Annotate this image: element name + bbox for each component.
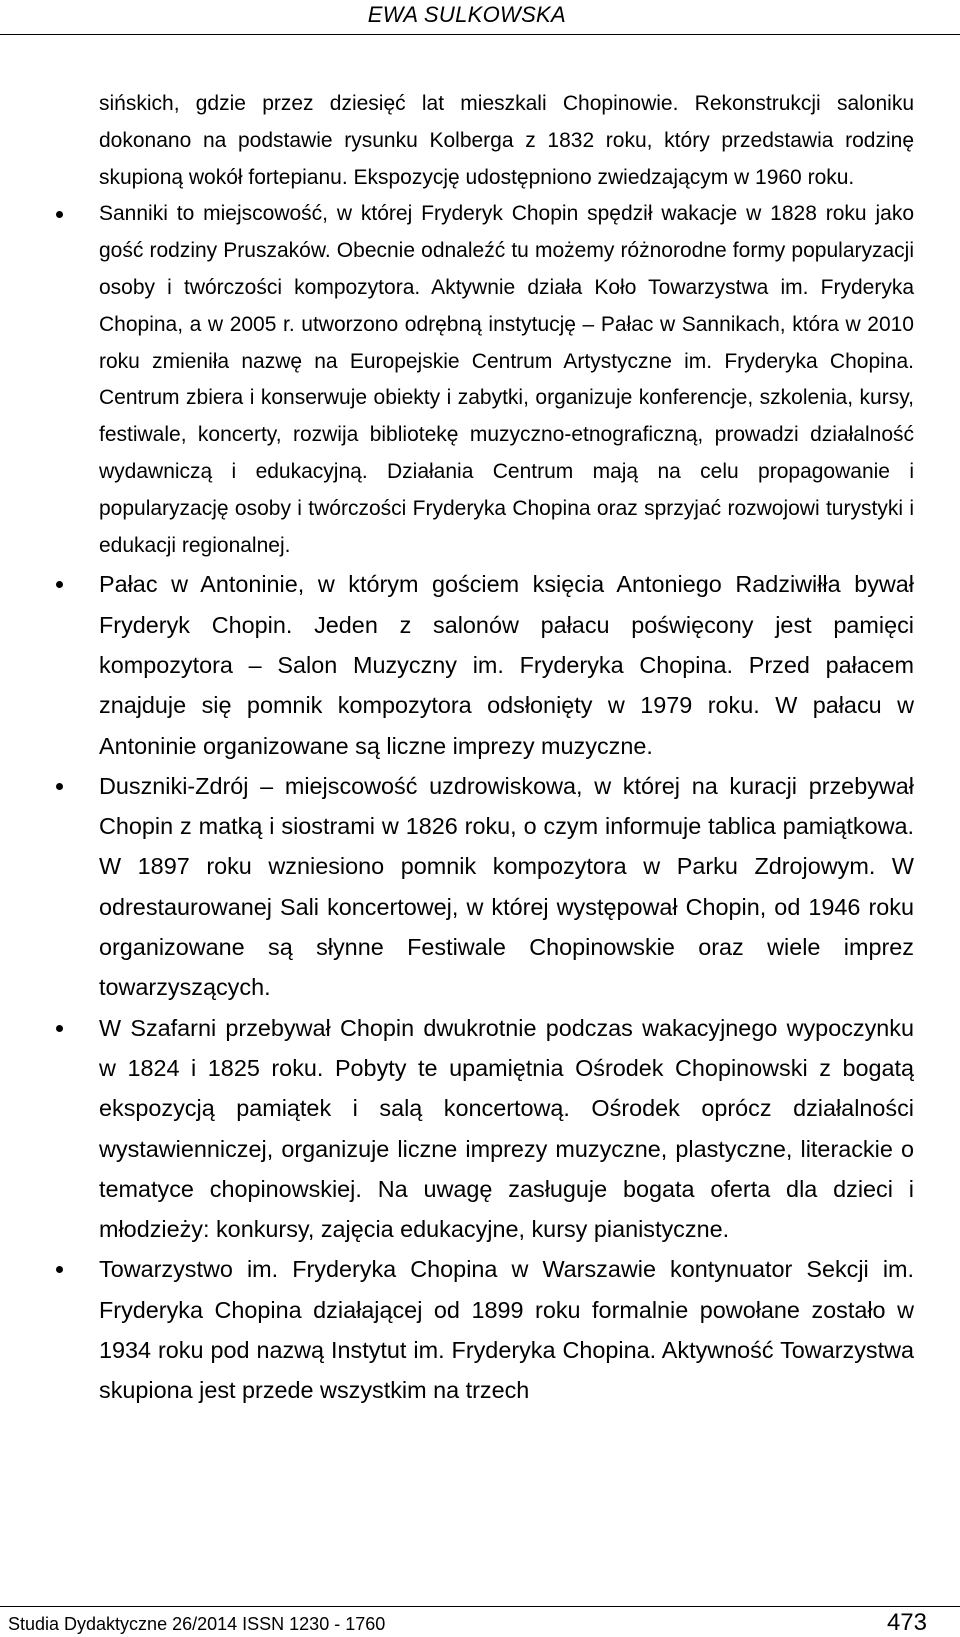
list-item-text: Sanniki to miejscowość, w której Fryderyk Chopin spędził wakacje w 1828 roku jako gość rodziny Pruszaków. Obecnie odnaleźć tu możemy różnorodne formy popularyzacji osoby i twórczości kompozytora. Aktywnie działa Koło Towarzystwa im. Fryderyka Chopina, a w 2005 r. utworzono odrębną instytucję – Pałac w Sannikach, która w 2010 roku zmieniła nazwę na Europejskie Centrum Artystyczne im. Fryderyka Chopina. Centrum zbiera i konserwuje obiekty i zabytki, organizuje konferencje, szkolenia, kursy, festiwale, koncerty, rozwija bibliotekę muzyczno-etnograficzną, prowadzi działalność wydawniczą i edukacyjną. Działania Centrum mają na celu propagowanie i popularyzację osoby i twórczości Fryderyka Chopina oraz sprzyjać rozwojowi turystyki i edukacji regionalnej. <box>99 202 914 557</box>
footer-divider <box>0 1606 960 1607</box>
list-item-text: Pałac w Antoninie, w którym gościem księcia Antoniego Radziwiłła bywał Fryderyk Chopin. Jeden z salonów pałacu poświęcony jest pamięci kompozytora – Salon Muzyczny im. Fryderyka Chopina. Przed pałacem znajduje się pomnik kompozytora odsłonięty w 1979 roku. W pałacu w Antoninie organizowane są liczne imprezy muzyczne. <box>99 571 914 759</box>
list-item-szafarnia <box>52 1008 914 1250</box>
bullet-icon <box>56 783 63 790</box>
page-footer <box>0 1606 960 1637</box>
list-item-towarzystwo <box>52 1249 914 1410</box>
list-item-text: Duszniki-Zdrój – miejscowość uzdrowiskowa, w której na kuracji przebywał Chopin z matką i siostrami w 1826 roku, o czym informuje tablica pamiątkowa. W 1897 roku wzniesiono pomnik kompozytora w Parku Zdrojowym. W odrestaurowanej Sali koncertowej, w której występował Chopin, od 1946 roku organizowane są słynne Festiwale Chopinowskie oraz wiele imprez towarzyszących. <box>99 772 914 1001</box>
list-item-sanniki <box>52 196 914 564</box>
bullet-icon <box>56 211 63 218</box>
bullet-icon <box>56 1025 63 1032</box>
journal-citation: Studia Dydaktyczne 26/2014 ISSN 1230 - 1760 <box>8 1614 386 1634</box>
list-item-duszniki <box>52 766 914 1008</box>
running-title: EWA SULKOWSKA <box>367 2 566 27</box>
page-body <box>52 86 914 1411</box>
page-number: 473 <box>886 1609 927 1636</box>
bullet-icon <box>56 1266 63 1273</box>
list-item-antonin <box>52 564 914 765</box>
bullet-list <box>52 196 914 1410</box>
bullet-icon <box>56 581 63 588</box>
continuation-paragraph: sińskich, gdzie przez dziesięć lat mieszkali Chopinowie. Rekonstrukcji saloniku dokonano na podstawie rysunku Kolberga z 1832 roku, który przedstawia rodzinę skupioną wokół fortepianu. Ekspozycję udostępniono zwiedzającym w 1960 roku. <box>99 92 914 189</box>
list-item-text: Towarzystwo im. Fryderyka Chopina w Warszawie kontynuator Sekcji im. Fryderyka Chopina działającej od 1899 roku formalnie powołane zostało w 1934 roku pod nazwą Instytut im. Fryderyka Chopina. Aktywność Towarzystwa skupiona jest przede wszystkim na trzech <box>99 1256 914 1404</box>
running-header <box>0 0 960 35</box>
list-item-text: W Szafarni przebywał Chopin dwukrotnie podczas wakacyjnego wypoczynku w 1824 i 1825 roku. Pobyty te upamiętnia Ośrodek Chopinowski z bogatą ekspozycją pamiątek i salą koncertową. Ośrodek oprócz działalności wystawienniczej, organizuje liczne imprezy muzyczne, plastyczne, literackie o tematyce chopinowskiej. Na uwagę zasługuje bogata oferta dla dzieci i młodzieży: konkursy, zajęcia edukacyjne, kursy pianistyczne. <box>99 1014 914 1243</box>
